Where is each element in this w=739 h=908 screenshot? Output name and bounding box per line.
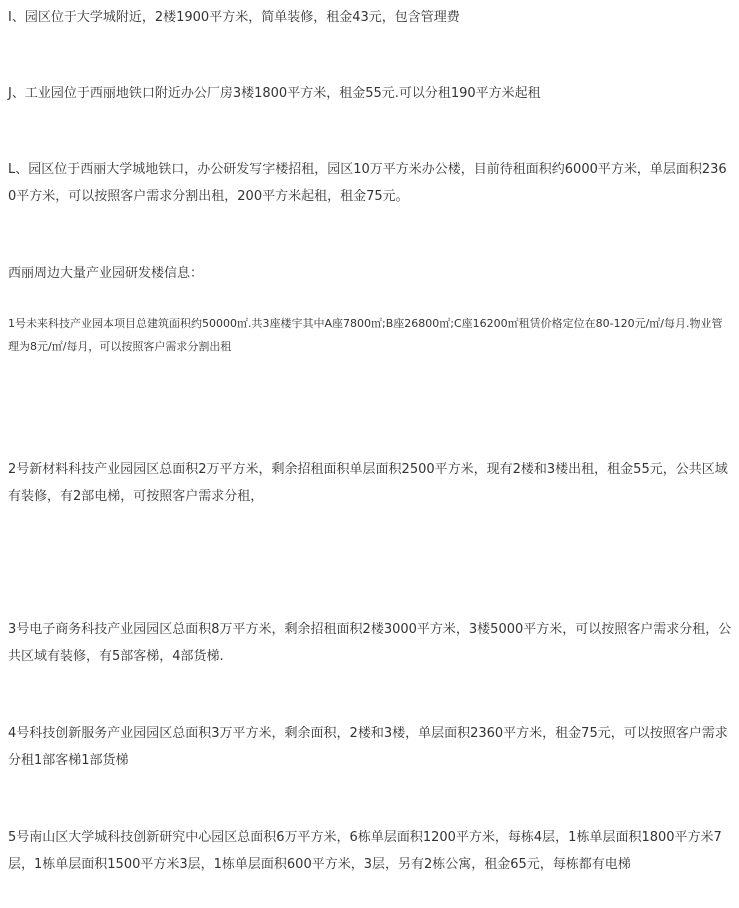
listing-l: L、园区位于西丽大学城地铁口，办公研发写字楼招租，园区10万平方米办公楼，目前待租面积约6000平方米，单层面积2360平方米，可以按照客户需求分割出租，200平方米起租，租金75元。 — [8, 162, 727, 204]
park-4-info: 4号科技创新服务产业园园区总面积3万平方米，剩余面积，2楼和3楼，单层面积2360平方米，租金75元，可以按照客户需求分租1部客梯1部货梯 — [8, 726, 728, 768]
park-2-info: 2号新材料科技产业园园区总面积2万平方米，剩余招租面积单层面积2500平方米，现有2楼和3楼出租，租金55元，公共区域有装修，有2部电梯，可按照客户需求分租， — [8, 462, 728, 504]
section-heading: 西丽周边大量产业园研发楼信息： — [8, 266, 204, 281]
listing-j: J、工业园位于西丽地铁口附近办公厂房3楼1800平方米，租金55元.可以分租190平方米起租 — [8, 86, 541, 101]
park-5-info: 5号南山区大学城科技创新研究中心园区总面积6万平方米，6栋单层面积1200平方米，每栋4层，1栋单层面积1800平方米7层，1栋单层面积1500平方米3层，1栋单层面积600平方米，3层，另有2栋公寓，租金65元，每栋都有电梯 — [8, 830, 722, 872]
park-3-info: 3号电子商务科技产业园园区总面积8万平方米，剩余招租面积2楼3000平方米，3楼5000平方米，可以按照客户需求分租，公共区域有装修，有5部客梯，4部货梯. — [8, 622, 732, 664]
park-1-info: 1号未来科技产业园本项目总建筑面积约50000㎡.共3座楼宇其中A座7800㎡;B座26800㎡;C座16200㎡租赁价格定位在80-120元/㎡/每月.物业管理为8元/㎡/每月，可以按照客户需求分割出租 — [8, 317, 723, 353]
listing-i: I、园区位于大学城附近，2楼1900平方米，简单装修，租金43元，包含管理费 — [8, 10, 460, 25]
